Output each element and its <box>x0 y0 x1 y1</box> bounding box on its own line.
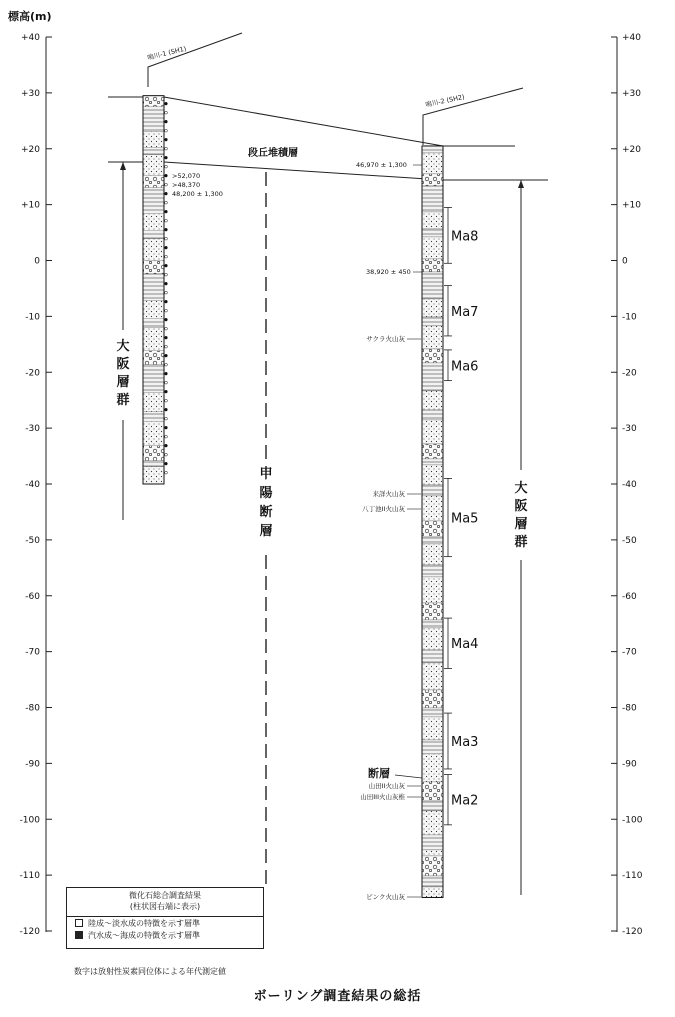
fossil-marker <box>165 246 168 249</box>
column-layer <box>422 708 443 717</box>
column-layer <box>422 212 443 229</box>
column-layer <box>143 467 164 484</box>
column-layer <box>143 412 164 422</box>
axis-title: 標高(m) <box>8 10 52 23</box>
column-layer <box>143 422 164 446</box>
fossil-marker <box>165 390 168 393</box>
column-layer <box>143 328 164 351</box>
column-layer <box>422 537 443 544</box>
fossil-marker <box>165 183 168 186</box>
fossil-marker <box>165 435 168 438</box>
fossil-marker <box>165 327 168 330</box>
left-tick-label: +40 <box>21 33 40 43</box>
column-layer <box>422 391 443 410</box>
sh1-age-1: >52,070 <box>172 172 201 180</box>
column-layer <box>143 461 164 467</box>
fossil-marker <box>165 444 168 447</box>
fossil-marker <box>165 138 168 141</box>
fault-small-label: 断層 <box>368 767 390 780</box>
column-layer <box>422 754 443 782</box>
column-layer <box>422 146 443 153</box>
column-layer <box>143 301 164 319</box>
left-tick-label: -10 <box>25 312 40 323</box>
column-layer <box>422 740 443 754</box>
column-layer <box>422 565 443 577</box>
fossil-marker <box>165 363 168 366</box>
column-layer <box>422 326 443 349</box>
column-layer <box>422 835 443 850</box>
osaka-right-char: 群 <box>514 535 528 550</box>
sh1-age-3: 48,200 ± 1,300 <box>172 190 223 198</box>
terrace-label: 段丘堆積層 <box>248 148 298 159</box>
osaka-left-char: 層 <box>116 375 130 390</box>
left-tick-label: -20 <box>25 368 40 379</box>
column-layer <box>143 107 164 132</box>
column-layer <box>143 446 164 461</box>
sh1-label: 鳴川-1 (SH1) <box>146 44 188 62</box>
ash-label: ピンク火山灰 <box>366 893 405 901</box>
fossil-marker <box>165 165 168 168</box>
right-tick-label: -20 <box>622 368 637 379</box>
column-layer <box>143 155 164 176</box>
sh2-age-1: 46,970 ± 1,300 <box>356 161 407 169</box>
column-layer <box>422 153 443 174</box>
ash-label: サクラ火山灰 <box>366 335 405 343</box>
column-layer <box>422 229 443 237</box>
fossil-marker <box>165 210 168 213</box>
fossil-marker <box>165 228 168 231</box>
column-layer <box>422 811 443 835</box>
osaka-right-char: 阪 <box>514 499 528 514</box>
column-layer <box>422 465 443 485</box>
fossil-marker <box>165 408 168 411</box>
left-tick-label: -80 <box>25 703 40 714</box>
fossil-marker <box>165 345 168 348</box>
column-layer <box>422 850 443 856</box>
terrace-top-line <box>164 97 443 146</box>
fossil-marker <box>165 372 168 375</box>
left-tick-label: +30 <box>21 88 40 99</box>
column-layer <box>143 96 164 107</box>
right-tick-label: +40 <box>622 33 641 43</box>
fossil-marker <box>165 300 168 303</box>
ma-label: Ma8 <box>451 229 479 245</box>
column-layer <box>422 299 443 317</box>
fossil-marker <box>165 381 168 384</box>
osaka-right-arrow <box>518 180 524 188</box>
column-layer <box>143 319 164 328</box>
column-layer <box>422 444 443 459</box>
sh2-age-2: 38,920 ± 450 <box>366 268 411 276</box>
column-layer <box>143 393 164 412</box>
legend-item-filled-text: 汽水成〜海成の特徴を示す層準 <box>88 930 200 940</box>
column-layer <box>422 259 443 272</box>
fossil-marker <box>165 318 168 321</box>
column-layer <box>422 577 443 603</box>
fault-char: 断 <box>259 505 273 520</box>
fossil-marker <box>165 237 168 240</box>
fossil-marker <box>165 282 168 285</box>
column-layer <box>143 231 164 239</box>
column-layer <box>422 521 443 537</box>
ma-label: Ma5 <box>451 511 479 527</box>
figure-caption: ボーリング調査結果の総括 <box>253 989 422 1004</box>
right-tick-label: -10 <box>622 312 637 323</box>
ma-label: Ma2 <box>451 793 479 809</box>
fossil-marker <box>165 111 168 114</box>
column-layer <box>422 485 443 496</box>
column-layer <box>143 351 164 365</box>
fault-char: 層 <box>259 524 273 539</box>
column-layer <box>422 690 443 708</box>
fault-char: 甲 <box>259 467 273 482</box>
left-axis-ticks <box>20 33 52 937</box>
marine-clay-brackets <box>444 207 478 824</box>
column-layer <box>143 176 164 188</box>
column-layer <box>143 239 164 261</box>
fossil-marker <box>165 192 168 195</box>
left-tick-label: 0 <box>34 256 40 267</box>
legend-item-open <box>67 917 263 929</box>
left-tick-label: -110 <box>19 871 40 882</box>
ma-label: Ma6 <box>451 359 479 375</box>
fossil-marker <box>165 471 168 474</box>
right-tick-label: -40 <box>622 480 637 490</box>
ash-label: 山田III火山灰椎 <box>360 793 405 801</box>
fault-char: 陽 <box>259 486 273 501</box>
sh1-ground-surface <box>148 33 242 87</box>
left-tick-label: +20 <box>21 144 40 155</box>
ash-label: 来詳火山灰 <box>372 490 405 498</box>
sh2-ground-surface <box>423 88 523 145</box>
open-square-icon <box>75 919 83 927</box>
column-layer <box>422 272 443 299</box>
legend-item-open-text: 陸成〜淡水成の特徴を示す層準 <box>88 918 200 928</box>
osaka-right-char: 層 <box>514 517 528 532</box>
right-tick-label: -80 <box>622 703 637 714</box>
left-tick-label: -60 <box>25 591 40 602</box>
sh2-column <box>422 146 443 898</box>
column-layer <box>143 148 164 155</box>
column-layer <box>422 317 443 326</box>
left-tick-label: -90 <box>25 759 40 770</box>
ash-label: 八丁池II火山灰 <box>362 505 405 513</box>
legend-item-filled <box>67 929 263 941</box>
fossil-marker <box>165 291 168 294</box>
ash-labels <box>360 334 421 901</box>
column-layer <box>422 174 443 186</box>
right-tick-label: -70 <box>622 647 637 658</box>
ash-label: 山田II火山灰 <box>368 782 405 790</box>
fossil-marker <box>165 219 168 222</box>
legend-title: 微化石総合調査結果 <box>129 891 201 900</box>
fossil-marker <box>165 354 168 357</box>
footnote: 数字は放射性炭素同位体による年代測定値 <box>74 967 226 976</box>
legend-header <box>67 888 263 917</box>
column-layer <box>143 365 164 393</box>
sh1-age-2: >48,370 <box>172 181 201 189</box>
column-layer <box>422 717 443 740</box>
fossil-marker <box>165 156 168 159</box>
fossil-marker <box>165 201 168 204</box>
column-layer <box>422 459 443 465</box>
fossil-marker <box>165 147 168 150</box>
osaka-left-label <box>116 338 129 408</box>
left-tick-label: -30 <box>25 424 40 435</box>
left-tick-label: -70 <box>25 647 40 658</box>
right-tick-label: -60 <box>622 591 637 602</box>
fossil-marker <box>165 120 168 123</box>
fossil-marker <box>165 399 168 402</box>
osaka-left-char: 群 <box>116 393 130 408</box>
right-tick-label: -110 <box>622 871 643 882</box>
fossil-marker <box>165 417 168 420</box>
right-tick-label: -30 <box>622 424 637 435</box>
osaka-right-char: 大 <box>514 481 528 496</box>
osaka-left-char: 大 <box>116 339 130 354</box>
ma-label: Ma7 <box>451 304 479 320</box>
left-tick-label: +10 <box>21 200 40 211</box>
column-layer <box>422 186 443 212</box>
column-layer <box>422 801 443 811</box>
fossil-marker <box>165 426 168 429</box>
column-layer <box>422 410 443 420</box>
column-layer <box>422 363 443 391</box>
fossil-marker <box>165 102 168 105</box>
column-layer <box>422 887 443 898</box>
fossil-marker <box>165 129 168 132</box>
osaka-right-label <box>514 480 527 550</box>
ma-label: Ma3 <box>451 735 479 751</box>
fossil-marker <box>165 174 168 177</box>
fossil-marker <box>165 264 168 267</box>
column-layer <box>143 132 164 148</box>
fault-small-leader <box>395 775 422 778</box>
left-tick-label: -120 <box>19 927 40 937</box>
filled-square-icon <box>75 931 83 939</box>
right-tick-label: 0 <box>622 256 628 267</box>
left-tick-label: -100 <box>19 815 40 826</box>
right-tick-label: +10 <box>622 200 641 211</box>
column-layer <box>422 620 443 628</box>
right-axis-ticks <box>611 33 643 937</box>
column-layer <box>143 188 164 214</box>
right-tick-label: +30 <box>622 88 641 99</box>
sh2-label: 鳴川-2 (SH2) <box>424 92 466 109</box>
column-layer <box>422 856 443 876</box>
fossil-marker <box>165 336 168 339</box>
fossil-marker <box>165 309 168 312</box>
column-layer <box>422 876 443 887</box>
left-tick-label: -40 <box>25 480 40 490</box>
fault-label <box>259 467 272 539</box>
right-tick-label: -90 <box>622 759 637 770</box>
column-layer <box>422 782 443 801</box>
right-tick-label: -120 <box>622 927 643 937</box>
column-layer <box>422 496 443 521</box>
column-layer <box>422 628 443 650</box>
column-layer <box>143 274 164 301</box>
legend <box>66 887 264 949</box>
right-tick-label: -50 <box>622 535 637 546</box>
sh1-column <box>143 96 167 484</box>
column-layer <box>422 420 443 444</box>
column-layer <box>422 650 443 663</box>
column-layer <box>143 214 164 231</box>
osaka-left-arrow <box>120 162 126 170</box>
fossil-marker <box>165 273 168 276</box>
right-tick-label: -100 <box>622 815 643 826</box>
column-layer <box>422 663 443 690</box>
fossil-marker <box>165 255 168 258</box>
osaka-left-char: 阪 <box>116 357 130 372</box>
right-tick-label: +20 <box>622 144 641 155</box>
ma-label: Ma4 <box>451 637 479 653</box>
fossil-marker <box>165 462 168 465</box>
column-layer <box>422 544 443 565</box>
fossil-marker <box>165 453 168 456</box>
legend-subtitle: (柱状図右端に表示) <box>129 902 201 911</box>
column-layer <box>143 261 164 274</box>
column-layer <box>422 349 443 363</box>
column-layer <box>422 603 443 620</box>
column-layer <box>422 237 443 259</box>
left-tick-label: -50 <box>25 535 40 546</box>
